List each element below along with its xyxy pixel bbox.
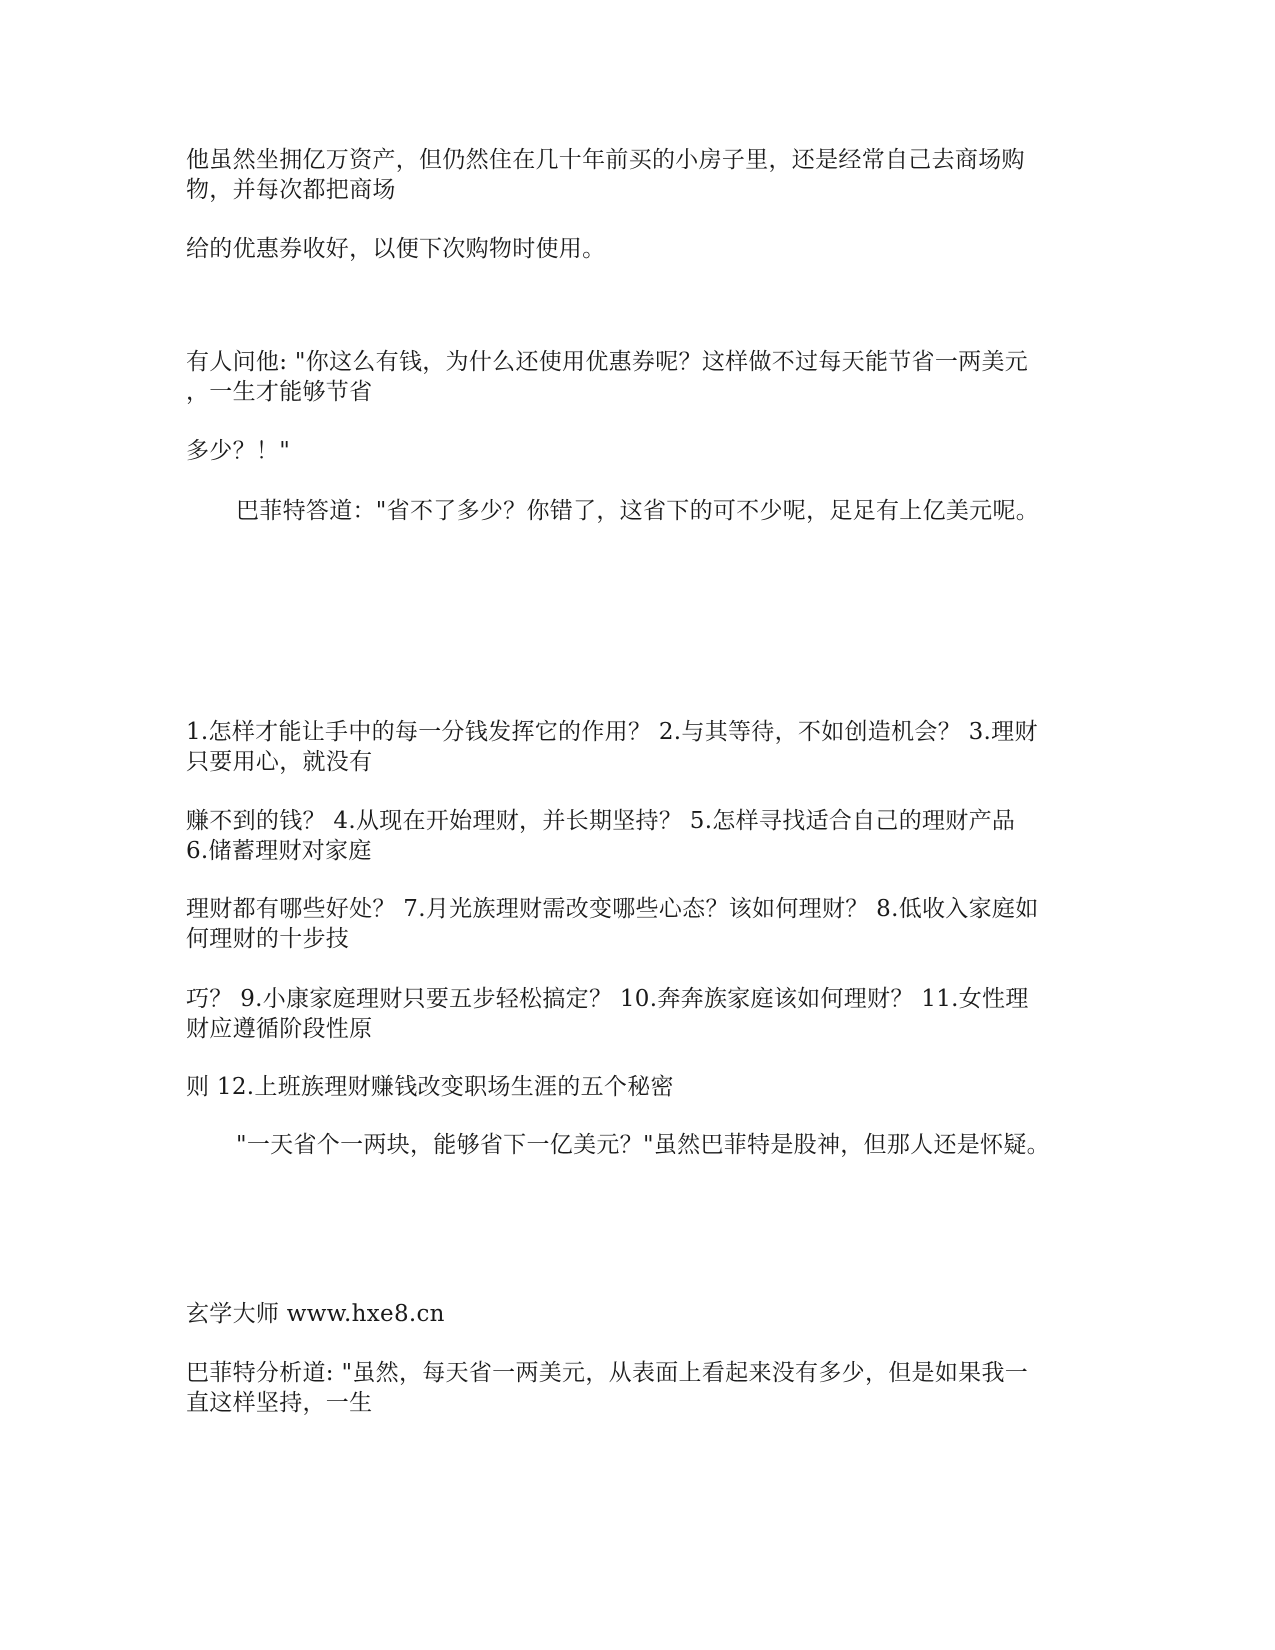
text-line: 6.储蓄理财对家庭 bbox=[186, 838, 372, 864]
text-line: 直这样坚持，一生 bbox=[186, 1390, 373, 1416]
text-line: 1.怎样才能让手中的每一分钱发挥它的作用？ 2.与其等待，不如创造机会？ 3.理财 bbox=[186, 719, 1038, 745]
text-line: 玄学大师 www.hxe8.cn bbox=[186, 1301, 445, 1327]
text-line: 有人问他: "你这么有钱，为什么还使用优惠券呢？这样做不过每天能节省一两美元 bbox=[186, 349, 1029, 375]
text-line: 理财都有哪些好处？ 7.月光族理财需改变哪些心态？该如何理财？ 8.低收入家庭如 bbox=[186, 896, 1039, 922]
text-line: 财应遵循阶段性原 bbox=[186, 1016, 373, 1042]
text-line: 巴菲特分析道: "虽然，每天省一两美元，从表面上看起来没有多少，但是如果我一 bbox=[186, 1360, 1029, 1386]
text-line: 何理财的十步技 bbox=[186, 926, 350, 952]
text-line: 巴菲特答道："省不了多少？你错了，这省下的可不少呢，足足有上亿美元呢。 bbox=[236, 498, 1040, 524]
text-line: 他虽然坐拥亿万资产，但仍然住在几十年前买的小房子里，还是经常自己去商场购 bbox=[186, 147, 1025, 173]
text-line: 多少？！" bbox=[186, 438, 291, 464]
text-line: 赚不到的钱？ 4.从现在开始理财，并长期坚持？ 5.怎样寻找适合自己的理财产品 bbox=[186, 808, 1016, 834]
text-line: 只要用心，就没有 bbox=[186, 749, 373, 775]
text-line: 给的优惠券收好，以便下次购物时使用。 bbox=[186, 236, 606, 262]
text-line: ，一生才能够节省 bbox=[186, 379, 373, 405]
text-line: "一天省个一两块，能够省下一亿美元？"虽然巴菲特是股神，但那人还是怀疑。 bbox=[236, 1132, 1050, 1158]
text-line: 则 12.上班族理财赚钱改变职场生涯的五个秘密 bbox=[186, 1074, 674, 1100]
text-line: 巧？ 9.小康家庭理财只要五步轻松搞定？ 10.奔奔族家庭该如何理财？ 11.女性理 bbox=[186, 986, 1029, 1012]
text-line: 物，并每次都把商场 bbox=[186, 177, 396, 203]
